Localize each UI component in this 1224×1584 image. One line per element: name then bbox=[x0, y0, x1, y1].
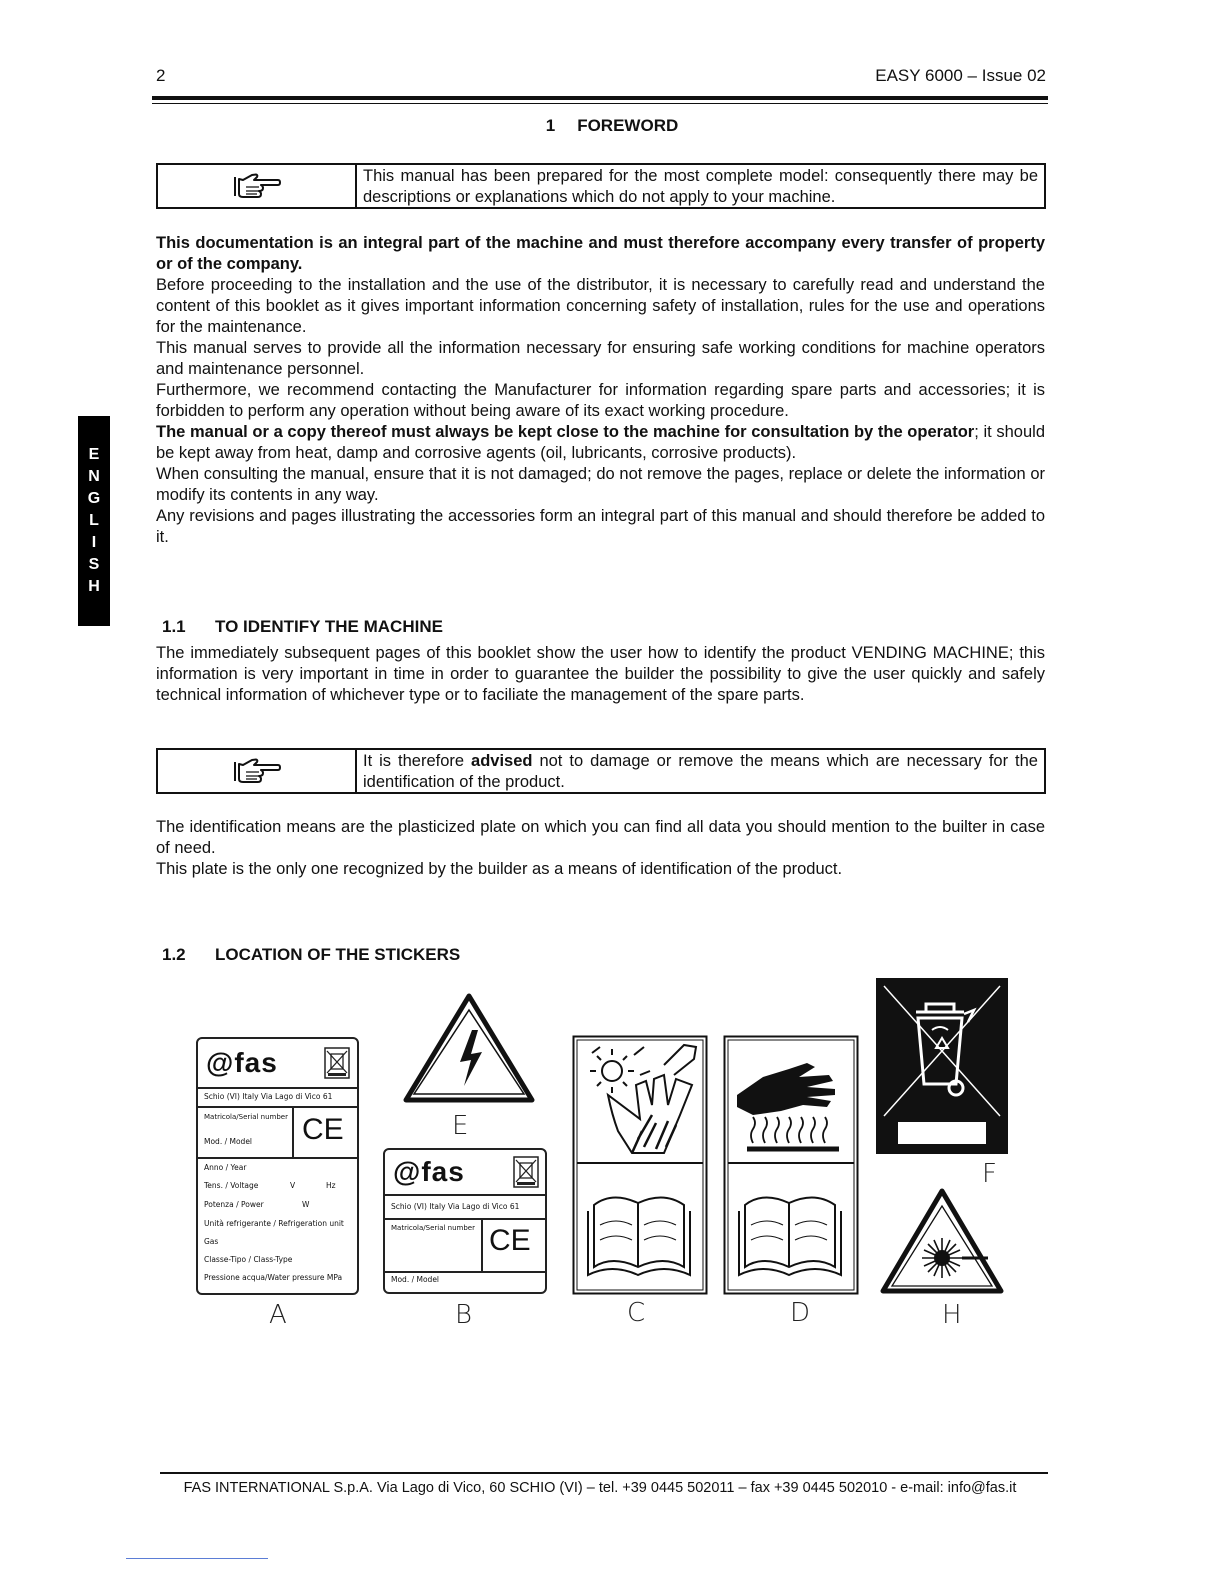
plate-gas: Gas bbox=[204, 1237, 219, 1246]
header-rule bbox=[152, 96, 1048, 100]
plate-address: Schio (VI) Italy Via Lago di Vico 61 bbox=[204, 1092, 333, 1101]
plate-serial: Matricola/Serial number bbox=[204, 1113, 288, 1121]
notice-text-part: not to damage or remove the means which are necessary for the identification of the product. bbox=[363, 752, 1038, 791]
plate-class: Classe-Tipo / Class-Type bbox=[204, 1255, 293, 1264]
notice-icon-cell bbox=[158, 750, 357, 792]
language-letter: N bbox=[88, 468, 100, 485]
subsection-number: 1.1 bbox=[162, 617, 186, 636]
plate-watt-unit: W bbox=[302, 1200, 310, 1209]
language-letter: E bbox=[88, 446, 100, 463]
weee-bin-icon bbox=[513, 1156, 539, 1188]
section-number: 1 bbox=[545, 116, 556, 135]
footer-rule bbox=[160, 1472, 1048, 1474]
plate-serial: Matricola/Serial number bbox=[391, 1224, 475, 1232]
foreword-intro: This documentation is an integral part of the machine and must therefore accompany every transfer of property or of the company. bbox=[156, 234, 1045, 273]
language-letter: G bbox=[87, 490, 101, 507]
foreword-text: ; it should be kept away from heat, damp and corrosive agents (oil, lubricants, corrosive products). bbox=[156, 423, 1046, 462]
section-heading-foreword bbox=[0, 116, 1224, 136]
electrical-hazard-icon bbox=[402, 992, 536, 1104]
identify-text: The immediately subsequent pages of this booklet show the user how to identify the product VENDING MACHINE; this information is very important in time in order to guarantee the builder the possibility to give the user quickly and safely technical information of whichever type or to faciliate the management of the spare parts. bbox=[156, 644, 1045, 704]
weee-disposal-icon bbox=[876, 978, 1008, 1154]
page-number: 2 bbox=[156, 66, 166, 85]
subsection-number: 1.2 bbox=[162, 945, 186, 964]
subsection-title: LOCATION OF THE STICKERS bbox=[215, 945, 461, 964]
plate-divider bbox=[481, 1219, 483, 1271]
fas-logo-text: fas bbox=[421, 1156, 465, 1187]
subsection-heading-identify bbox=[162, 617, 443, 637]
plate-model: Mod. / Model bbox=[204, 1137, 253, 1146]
hot-surface-read-manual-icon bbox=[723, 1035, 859, 1295]
sticker-label-d: D bbox=[790, 1298, 811, 1328]
language-tab bbox=[78, 416, 110, 626]
plate-divider bbox=[198, 1087, 357, 1089]
laser-hazard-icon bbox=[880, 1188, 1004, 1294]
section-title: FOREWORD bbox=[577, 116, 679, 135]
subsection-heading-stickers bbox=[162, 945, 460, 965]
weee-bin-icon bbox=[324, 1047, 350, 1079]
sticker-label-a: A bbox=[269, 1300, 287, 1330]
language-letter: L bbox=[89, 512, 99, 529]
plate-model: Mod. / Model bbox=[391, 1275, 440, 1284]
fas-logo-text: fas bbox=[234, 1047, 278, 1078]
language-letter: H bbox=[88, 578, 100, 595]
foreword-paragraph: Furthermore, we recommend contacting the Manufacturer for information regarding spare parts and accessories; it is forbidden to perform any operation without being aware of its exact working procedure. bbox=[156, 381, 1045, 420]
sticker-label-b: B bbox=[455, 1300, 473, 1330]
plate-year: Anno / Year bbox=[204, 1163, 247, 1172]
foreword-bold-text: The manual or a copy thereof must always be kept close to the machine for consultation by the operator bbox=[156, 423, 975, 441]
notice-icon-cell bbox=[158, 165, 357, 207]
foreword-paragraph: Before proceeding to the installation and the use of the distributor, it is necessary to carefully read and understand the content of this booklet as it gives important information concerning safety of installation, rules for the use and operations for the maintenance. bbox=[156, 276, 1045, 336]
identification-paragraph: This plate is the only one recognized by the builder as a means of identification of the product. bbox=[156, 860, 843, 878]
sticker-label-f: F bbox=[982, 1159, 997, 1189]
sticker-label-c: C bbox=[627, 1298, 646, 1328]
identification-paragraph: The identification means are the plasticized plate on which you can find all data you should mention to the builter in case of need. bbox=[156, 818, 1045, 857]
notice-box bbox=[156, 163, 1046, 209]
sticker-b-identification-plate bbox=[383, 1148, 547, 1294]
plate-voltage: Tens. / Voltage bbox=[204, 1181, 259, 1190]
plate-divider bbox=[385, 1271, 545, 1273]
header-rule-thin bbox=[152, 103, 1048, 104]
plate-divider bbox=[292, 1107, 294, 1157]
plate-divider bbox=[385, 1194, 545, 1196]
ce-mark: CE bbox=[489, 1224, 531, 1257]
fas-logo: @fas bbox=[393, 1156, 465, 1187]
plate-refrigerant: Unità refrigerante / Refrigeration unit bbox=[204, 1219, 344, 1228]
pressure-hazard-read-manual-icon bbox=[572, 1035, 708, 1295]
plate-power: Potenza / Power bbox=[204, 1200, 264, 1209]
notice-box bbox=[156, 748, 1046, 794]
pointing-hand-icon bbox=[232, 758, 282, 784]
language-letter: S bbox=[88, 556, 100, 573]
ce-mark: CE bbox=[302, 1113, 344, 1146]
plate-divider bbox=[198, 1106, 357, 1108]
document-title: EASY 6000 – Issue 02 bbox=[875, 66, 1046, 85]
page-edge-line bbox=[126, 1558, 268, 1559]
foreword-paragraph: Any revisions and pages illustrating the accessories form an integral part of this manual and should therefore be added to it. bbox=[156, 507, 1045, 546]
plate-volt-unit: V bbox=[290, 1181, 296, 1190]
sticker-label-e: E bbox=[452, 1111, 469, 1141]
notice-text bbox=[357, 750, 1044, 792]
sticker-a-identification-plate bbox=[196, 1037, 359, 1295]
pointing-hand-icon bbox=[232, 173, 282, 199]
identification-body bbox=[156, 817, 1045, 880]
footer-contact: FAS INTERNATIONAL S.p.A. Via Lago di Vico, 60 SCHIO (VI) – tel. +39 0445 502011 – fax +39 0445 502010 - e-mail: info@fas.it bbox=[183, 1480, 1017, 1496]
foreword-paragraph: When consulting the manual, ensure that it is not damaged; do not remove the pages, replace or delete the information or modify its contents in any way. bbox=[156, 465, 1045, 504]
foreword-paragraph: This manual serves to provide all the information necessary for ensuring safe working conditions for machine operators and maintenance personnel. bbox=[156, 339, 1045, 378]
subsection-title: TO IDENTIFY THE MACHINE bbox=[215, 617, 443, 636]
notice-bold-word: advised bbox=[471, 752, 533, 770]
foreword-body bbox=[156, 233, 1045, 548]
foreword-paragraph bbox=[156, 422, 1045, 464]
plate-hz-unit: Hz bbox=[326, 1181, 336, 1190]
notice-text-part: It is therefore bbox=[363, 752, 472, 770]
language-letter: I bbox=[91, 534, 97, 551]
plate-divider bbox=[385, 1218, 545, 1220]
sticker-label-h: H bbox=[942, 1300, 962, 1330]
plate-address: Schio (VI) Italy Via Lago di Vico 61 bbox=[391, 1202, 520, 1211]
fas-logo: @fas bbox=[206, 1047, 278, 1078]
notice-text: This manual has been prepared for the most complete model: consequently there may be descriptions or explanations which do not apply to your machine. bbox=[363, 167, 1038, 206]
plate-divider bbox=[198, 1157, 357, 1159]
plate-pressure: Pressione acqua/Water pressure MPa bbox=[204, 1273, 343, 1282]
